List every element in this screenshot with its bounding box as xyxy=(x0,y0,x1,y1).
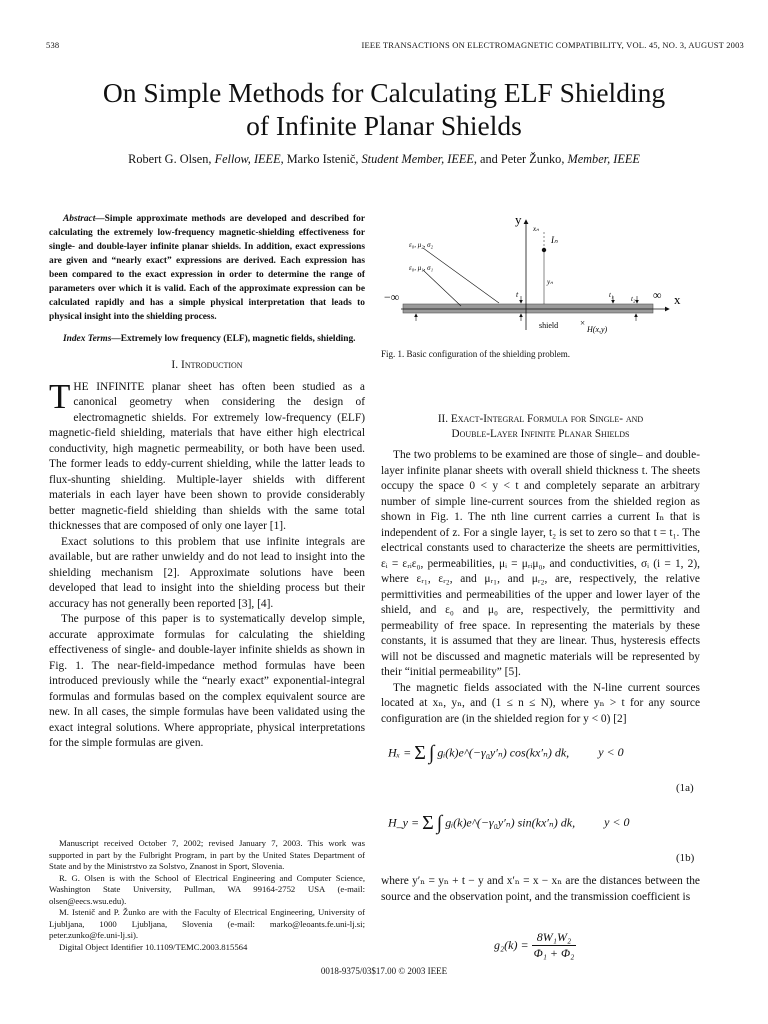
section-2-heading-line-2: Double-Layer Infinite Planar Shields xyxy=(451,428,630,440)
drop-cap: T xyxy=(49,376,71,416)
fig-label-yn: yₙ xyxy=(547,278,553,286)
shield-slab xyxy=(403,304,653,313)
section-2-heading-line-1: II. Exact-Integral Formula for Single- and xyxy=(437,413,644,425)
index-terms-label: Index Terms— xyxy=(63,334,121,344)
left-column xyxy=(49,212,365,752)
abstract xyxy=(49,212,365,324)
author-1-role: Fellow, IEEE xyxy=(214,152,281,166)
eq2-lhs: g₂(k) = xyxy=(494,938,529,952)
journal-header: IEEE TRANSACTIONS ON ELECTROMAGNETIC COMPATIBILITY, VOL. 45, NO. 3, AUGUST 2003 xyxy=(361,40,744,50)
fig-label-t2: t₂ xyxy=(631,295,636,303)
equation-1a xyxy=(388,742,624,765)
fig-label-pos-inf: ∞ xyxy=(653,288,662,302)
upper-medium-leader xyxy=(423,248,499,303)
eq2-denominator: Φ₁ + Φ₂ xyxy=(533,946,575,960)
eq2-numerator: 8W₁W₂ xyxy=(532,930,577,946)
eq1b-number: (1b) xyxy=(676,852,695,864)
fig-label-neg-inf: −∞ xyxy=(384,290,400,304)
footnote-manuscript: Manuscript received October 7, 2002; revised January 7, 2003. This work was supported in part by the Fulbright Program, in part by the United States Department of State and by the Ministrstvo za Solstvo, Znanost in Sport, Slovenia. xyxy=(49,838,365,871)
eq1a-number: (1a) xyxy=(676,782,694,794)
title-line-1: On Simple Methods for Calculating ELF Shielding xyxy=(102,77,666,108)
figure-1 xyxy=(381,208,711,343)
index-terms xyxy=(49,332,365,346)
fig-label-xn: xₙ xyxy=(533,225,539,233)
equation-1b xyxy=(388,812,630,835)
eq1a-lhs: Hₓ = xyxy=(388,745,412,760)
section-2-paragraph-3: where y′ₙ = yₙ + t − y and x′ₙ = x − xₙ are the distances between the source and the observation point, and the transmission coefficient is xyxy=(381,875,700,903)
author-list xyxy=(0,152,768,167)
paper-title xyxy=(0,76,768,142)
figure-1-caption: Fig. 1. Basic configuration of the shielding problem. xyxy=(381,349,570,359)
author-3: , and Peter Žunko, xyxy=(473,152,568,166)
section-1-heading: I. Introduction xyxy=(171,359,243,371)
sum-symbol: Σ xyxy=(422,812,434,834)
footnotes xyxy=(49,838,365,953)
fig-label-t: t xyxy=(516,290,519,299)
title-line-2: of Infinite Planar Shields xyxy=(246,110,522,141)
integral-symbol: ∫ xyxy=(428,742,435,764)
integral-symbol: ∫ xyxy=(436,812,443,834)
fig-label-t1: t₁ xyxy=(609,291,614,299)
eq1b-lhs: H_y = xyxy=(388,815,420,830)
lower-medium-leader xyxy=(423,270,461,306)
fig-label-In: Iₙ xyxy=(551,235,558,245)
intro-paragraph-1 xyxy=(49,376,365,535)
intro-paragraph-2: Exact solutions to this problem that use infinite integrals are available, but are rather unwieldy and do not lead to insight into the shielding mechanism [2]. Approximate solutions have been developed that lead to insight into the shielding process but their accuracy has not generally been reported [3], [4]. xyxy=(49,535,365,610)
observation-point-mark: × xyxy=(580,318,586,328)
section-2-paragraph-2: The magnetic fields associated with the N-line current sources located at xₙ, yₙ, and (1 ≤ n ≤ N), where yₙ > t for any source configuration are (in the shielded region for y < 0) [2] xyxy=(381,681,700,725)
footnote-istenic-zunko: M. Istenič and P. Žunko are with the Faculty of Electrical Engineering, University of Ljubljana, 1000 Ljubljana, Slovenia (e-mail: marko@leoants.fe.uni-lj.si; peter.zunko@fe.uni-lj.si). xyxy=(49,907,365,940)
section-2-paragraph-1: The two problems to be examined are those of single– and double-layer infinite planar sheets with overall shield thickness t. The sheets occupy the space 0 < y < t and completely separate an arbitrary number of simple line-current sources from the shielded region as shown in Fig. 1. The nth line current carries a current Iₙ that is independent of z. For a single layer, t₂ is set to zero so that t = t₁. The electrical constants used to characterize the sheets are permittivities, εᵢ = εᵣᵢε₀, permeabilities, μᵢ = μᵣᵢμ₀, and conductivities, σᵢ (i = 1, 2), where εᵣ₁, εᵣ₂, and μᵣ₁, and μᵣ₂, are, respectively, the relative permittivities and permeabilities of the upper and lower layer of the shield, and ε₀ and μ₀ are, respectively, the permittivity and permeability of free space. In representing the materials by these constants, it is assumed that they are linear. Thus, hysteresis effects will not be discussed and magnetic materials will be represented by their “initial permeability” [5]. xyxy=(381,449,700,678)
eq1b-condition: y < 0 xyxy=(604,815,630,830)
author-1: Robert G. Olsen, xyxy=(128,152,215,166)
intro-p1-text: HE INFINITE planar sheet has often been studied as a canonical geometry when considering the design of electromagnetic shields. For extremely low-frequency (ELF) magnetic-field shielding, materials that have either high electrical conductivity, high magnetic permeability, or both have been used. The former leads to eddy-current shielding, while the latter leads to flux-shunting shielding. Multiple-layer shields with different materials in each layer have been shown to provide considerably better magnetic-field shielding than shields with the same total thicknesses that are composed of only one layer [1]. xyxy=(49,380,365,532)
section-2-heading xyxy=(381,412,700,442)
eq1a-condition: y < 0 xyxy=(598,745,624,760)
fig-label-lower-medium: ε₀, μ₁, σ₁ xyxy=(409,264,434,272)
abstract-label: Abstract— xyxy=(63,214,105,224)
fig-label-upper-medium: ε₀, μ₂, σ₂ xyxy=(409,241,434,249)
fig-label-x: x xyxy=(674,292,681,307)
right-column xyxy=(381,412,700,727)
footnote-doi: Digital Object Identifier 10.1109/TEMC.2003.815564 xyxy=(59,941,248,952)
equation-2 xyxy=(494,930,576,961)
eq1a-body: gᵢ(k)e^(−γ₀y′ₙ) cos(kx′ₙ) dk, xyxy=(437,745,570,760)
author-3-role: Member, IEEE xyxy=(567,152,640,166)
fig-label-y: y xyxy=(515,212,522,227)
intro-paragraph-3: The purpose of this paper is to systematically develop simple, accurate approximate formulas for calculating the shielding effectiveness of single- and double-layer infinite shields as shown in Fig. 1. The near-field-impedance method formulas have been introduced previously while the “nearly exact” exponential-integral formulas and formulas based on the complex equivalent source are new. In all cases, the simple formulas have been validated using the exact integral solutions. Where appropriate, physical interpretations for the simple formulas are given. xyxy=(49,613,365,749)
eq2-fraction xyxy=(532,930,577,961)
abstract-text: Simple approximate methods are developed and described for calculating the extremely low-frequency magnetic-shielding effectiveness for single- and double-layer infinite planar shields. In addition, exact expressions are given and “nearly exact” expressions are derived. Each expression has been compared to the exact expression in order to determine the range of parameters over which it is valid. Each of the approximate expression can be calculated rapidly and has a simple physical interpretation that leads to physical insight into the shielding process. xyxy=(49,214,365,322)
author-2: , Marko Istenič, xyxy=(280,152,362,166)
sum-symbol: Σ xyxy=(414,742,426,764)
fig-label-shield: shield xyxy=(539,321,559,330)
author-2-role: Student Member, IEEE xyxy=(361,152,474,166)
eq1b-body: gᵢ(k)e^(−γ₀y′ₙ) sin(kx′ₙ) dk, xyxy=(445,815,576,830)
page-number: 538 xyxy=(46,40,60,50)
copyright-footer: 0018-9375/03$17.00 © 2003 IEEE xyxy=(320,966,448,976)
footnote-olsen: R. G. Olsen is with the School of Electrical Engineering and Computer Science, Washington State University, Pullman, WA 99164-2752 USA (e-mail: olsen@eecs.wsu.edu). xyxy=(49,872,365,906)
index-terms-text: Extremely low frequency (ELF), magnetic fields, shielding. xyxy=(120,334,356,344)
fig-label-H: H(x,y) xyxy=(587,325,608,334)
